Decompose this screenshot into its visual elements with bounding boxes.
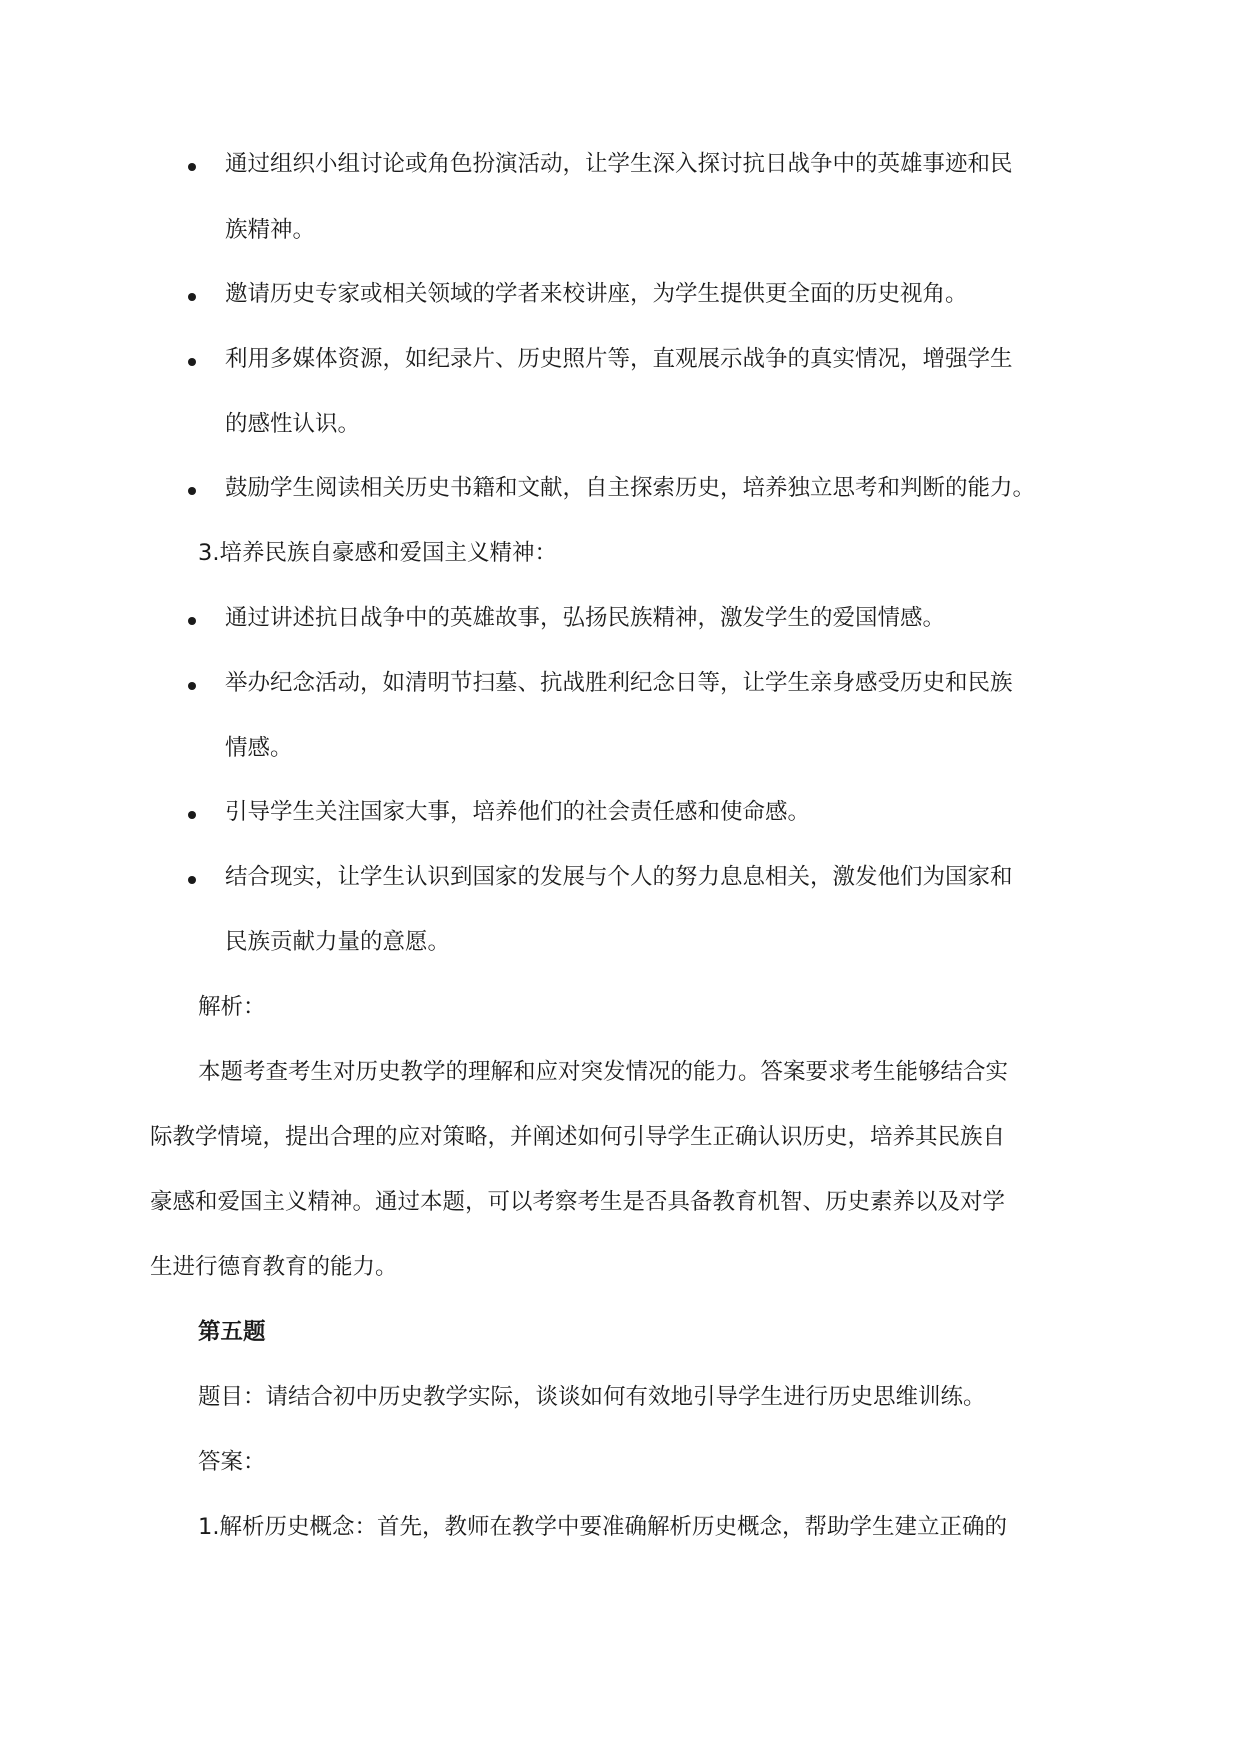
bullet-text-line: 鼓励学生阅读相关历史书籍和文献，自主探索历史，培养独立思考和判断的能力。: [225, 475, 1036, 501]
bullet-dot: [188, 487, 196, 495]
bullet-text-line: 情感。: [225, 735, 293, 761]
section-title: 第五题: [198, 1319, 266, 1345]
analysis-paragraph-line: 际教学情境，提出合理的应对策略，并阐述如何引导学生正确认识历史，培养其民族自: [150, 1124, 1006, 1150]
bullet-dot: [188, 682, 196, 690]
bullet-dot: [188, 163, 196, 171]
bullet-text-line: 民族贡献力量的意愿。: [225, 929, 451, 955]
section-heading: 3.培养民族自豪感和爱国主义精神：: [198, 540, 557, 566]
answer-label: 答案：: [198, 1449, 266, 1475]
answer-first-line: 1.解析历史概念：首先，教师在教学中要准确解析历史概念，帮助学生建立正确的: [198, 1514, 1007, 1540]
bullet-dot: [188, 617, 196, 625]
bullet-text-line: 族精神。: [225, 217, 316, 243]
analysis-paragraph-line: 生进行德育教育的能力。: [150, 1254, 398, 1280]
bullet-dot: [188, 358, 196, 366]
bullet-dot: [188, 293, 196, 301]
bullet-dot: [188, 811, 196, 819]
bullet-text-line: 引导学生关注国家大事，培养他们的社会责任感和使命感。: [225, 799, 811, 825]
bullet-text-line: 通过组织小组讨论或角色扮演活动，让学生深入探讨抗日战争中的英雄事迹和民: [225, 151, 1013, 177]
bullet-text-line: 结合现实，让学生认识到国家的发展与个人的努力息息相关，激发他们为国家和: [225, 864, 1013, 890]
bullet-text-line: 利用多媒体资源，如纪录片、历史照片等，直观展示战争的真实情况，增强学生: [225, 346, 1013, 372]
bullet-text-line: 举办纪念活动，如清明节扫墓、抗战胜利纪念日等，让学生亲身感受历史和民族: [225, 670, 1013, 696]
analysis-paragraph-line: 本题考查考生对历史教学的理解和应对突发情况的能力。答案要求考生能够结合实: [198, 1059, 1009, 1085]
bullet-text-line: 通过讲述抗日战争中的英雄故事，弘扬民族精神，激发学生的爱国情感。: [225, 605, 946, 631]
bullet-text-line: 邀请历史专家或相关领域的学者来校讲座，为学生提供更全面的历史视角。: [225, 281, 968, 307]
analysis-label: 解析：: [198, 994, 266, 1020]
bullet-dot: [188, 876, 196, 884]
question-text: 题目：请结合初中历史教学实际，谈谈如何有效地引导学生进行历史思维训练。: [198, 1384, 986, 1410]
bullet-text-line: 的感性认识。: [225, 411, 361, 437]
analysis-paragraph-line: 豪感和爱国主义精神。通过本题，可以考察考生是否具备教育机智、历史素养以及对学: [150, 1189, 1006, 1215]
